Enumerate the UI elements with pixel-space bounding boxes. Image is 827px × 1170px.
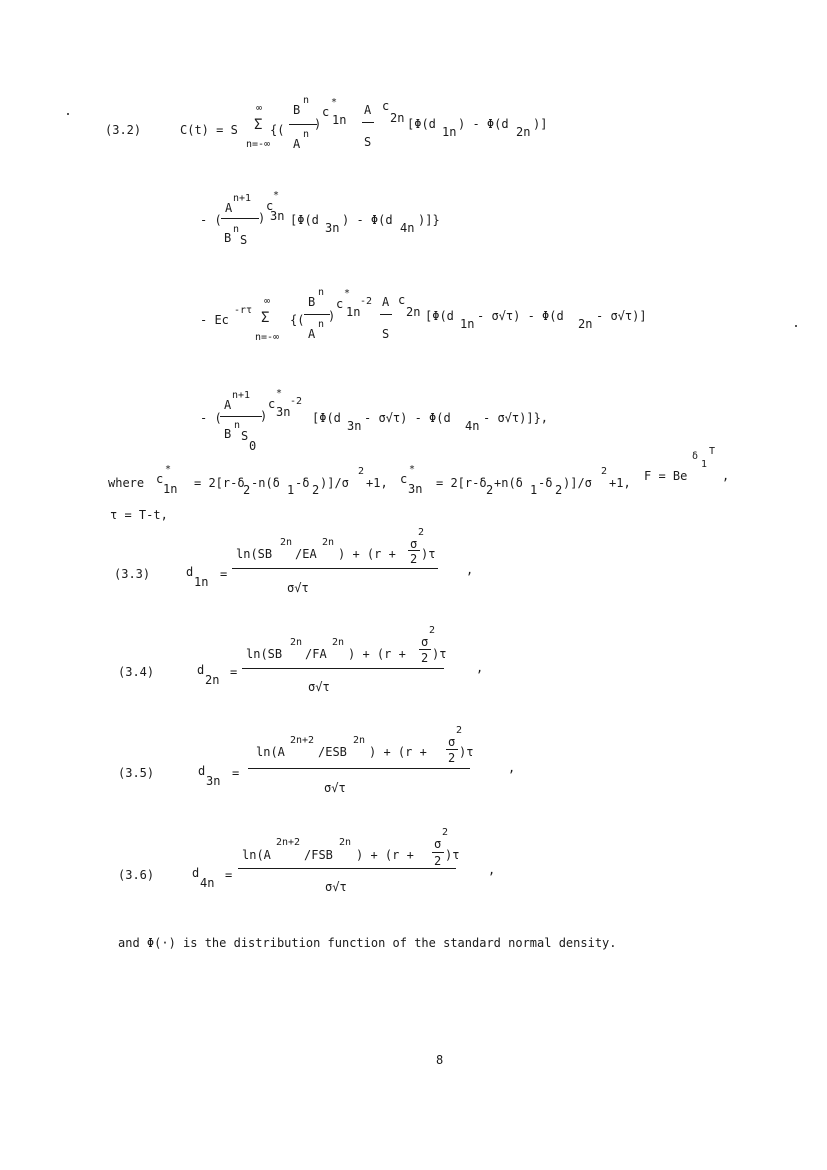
numerator-text: ) + (r + bbox=[348, 647, 406, 661]
superscript: n bbox=[234, 420, 241, 431]
superscript: * bbox=[276, 388, 283, 399]
fraction-bar bbox=[220, 416, 262, 417]
math-text: )]/σ bbox=[563, 476, 592, 490]
numerator-text: )τ bbox=[421, 547, 436, 561]
superscript: * bbox=[409, 464, 416, 475]
scan-speck bbox=[795, 325, 797, 327]
numerator-text: ln(A bbox=[242, 848, 271, 862]
scan-speck bbox=[67, 113, 69, 115]
subscript: 1n bbox=[346, 305, 361, 319]
superscript: n bbox=[233, 224, 240, 235]
superscript: -2 bbox=[360, 296, 373, 307]
math-text: , bbox=[466, 563, 474, 577]
numerator-text: /ESB bbox=[318, 745, 347, 759]
fraction-bar bbox=[221, 218, 259, 219]
numerator-text: /FA bbox=[305, 647, 327, 661]
math-text: [Φ(d bbox=[425, 309, 454, 323]
fraction-numerator: A bbox=[364, 103, 372, 117]
math-text: )] bbox=[533, 117, 548, 131]
fraction-bar bbox=[380, 314, 392, 315]
superscript: 2n+2 bbox=[290, 735, 315, 746]
math-text: F = Be bbox=[644, 469, 688, 483]
fraction-bar bbox=[232, 568, 438, 569]
math-text: +1, bbox=[609, 476, 631, 490]
math-text: [Φ(d bbox=[407, 117, 436, 131]
superscript: 2 bbox=[429, 625, 436, 636]
subscript: 3n bbox=[206, 774, 221, 788]
math-text: - σ√τ)]}, bbox=[483, 411, 549, 425]
subscript: 2n bbox=[205, 673, 220, 687]
math-text: ) bbox=[260, 409, 268, 423]
superscript: δ bbox=[692, 451, 699, 462]
math-text: C(t) = S bbox=[180, 123, 238, 137]
math-text: , bbox=[476, 661, 484, 675]
math-text: - Ec bbox=[200, 313, 229, 327]
math-text: = bbox=[230, 665, 238, 679]
math-text: +n(δ bbox=[494, 476, 523, 490]
math-text: = 2[r-δ bbox=[194, 476, 245, 490]
fraction-numerator: B bbox=[293, 103, 301, 117]
equation-label: (3.3) bbox=[114, 567, 151, 581]
math-text: ) bbox=[328, 309, 336, 323]
math-text: )]/σ bbox=[320, 476, 349, 490]
math-text: = 2[r-δ bbox=[436, 476, 487, 490]
numerator-text: ln(A bbox=[256, 745, 285, 759]
fraction-numerator: B bbox=[308, 295, 316, 309]
superscript: -2 bbox=[290, 396, 303, 407]
fraction-numerator: σ bbox=[410, 537, 418, 551]
subscript: 0 bbox=[249, 439, 257, 453]
math-text: , bbox=[722, 469, 730, 483]
math-text: - σ√τ) - Φ(d bbox=[364, 411, 451, 425]
superscript: 2n bbox=[353, 735, 366, 746]
math-text: = bbox=[225, 868, 233, 882]
fraction-numerator: σ bbox=[434, 837, 442, 851]
fraction-denominator: 2 bbox=[448, 751, 456, 765]
superscript: n bbox=[318, 287, 325, 298]
superscript: 2 bbox=[358, 466, 365, 477]
math-text: [Φ(d bbox=[312, 411, 341, 425]
subscript: 3n bbox=[325, 221, 340, 235]
fraction-denominator: B bbox=[224, 427, 232, 441]
math-text: [Φ(d bbox=[290, 213, 319, 227]
math-text: τ = T-t, bbox=[110, 508, 168, 522]
math-text: {( bbox=[290, 313, 305, 327]
superscript: n+1 bbox=[233, 193, 252, 204]
math-text: c bbox=[336, 297, 344, 311]
numerator-text: ) + (r + bbox=[338, 547, 396, 561]
math-text: c bbox=[266, 199, 274, 213]
sum-lower-limit: n=-∞ bbox=[246, 139, 271, 150]
math-text: {( bbox=[270, 123, 285, 137]
subscript: 1n bbox=[442, 125, 457, 139]
superscript: 2n bbox=[332, 637, 345, 648]
fraction-bar bbox=[248, 768, 470, 769]
equation-label: (3.4) bbox=[118, 665, 155, 679]
subscript: 3n bbox=[408, 482, 423, 496]
superscript: * bbox=[273, 190, 280, 201]
math-text: c bbox=[156, 472, 164, 486]
denominator-text: σ√τ bbox=[308, 680, 330, 694]
superscript: 2n bbox=[280, 537, 293, 548]
superscript: 2 bbox=[456, 725, 463, 736]
subscript: 2n bbox=[390, 111, 405, 125]
math-text: = bbox=[232, 766, 240, 780]
math-text: -δ bbox=[538, 476, 553, 490]
superscript: n+1 bbox=[232, 390, 251, 401]
superscript: 2n bbox=[290, 637, 303, 648]
math-text: - σ√τ)] bbox=[596, 309, 647, 323]
superscript: -rτ bbox=[234, 305, 253, 316]
sum-sign: Σ bbox=[254, 117, 263, 133]
closing-sentence: and Φ(·) is the distribution function of the standard normal density. bbox=[118, 936, 617, 950]
subscript: 2 bbox=[486, 483, 494, 497]
math-text: c bbox=[400, 472, 408, 486]
math-text: d bbox=[198, 764, 206, 778]
equation-label: (3.6) bbox=[118, 868, 155, 882]
superscript: n bbox=[303, 95, 310, 106]
fraction-denominator: A bbox=[308, 327, 316, 341]
fraction-bar bbox=[242, 668, 444, 669]
fraction-bar bbox=[289, 124, 317, 125]
superscript: 2n bbox=[322, 537, 335, 548]
fraction-denominator: 2 bbox=[434, 854, 442, 868]
superscript: 2 bbox=[442, 827, 449, 838]
math-text: , bbox=[508, 761, 516, 775]
math-text: = bbox=[220, 567, 228, 581]
fraction-bar bbox=[408, 550, 420, 551]
math-text: - ( bbox=[200, 213, 222, 227]
superscript: * bbox=[165, 464, 172, 475]
fraction-denominator: S bbox=[364, 135, 372, 149]
subscript: 3n bbox=[347, 419, 362, 433]
math-text: ) bbox=[314, 117, 322, 131]
sum-sign: Σ bbox=[261, 310, 270, 326]
subscript: 1 bbox=[701, 459, 708, 470]
fraction-denominator: S bbox=[240, 233, 248, 247]
sum-upper-limit: ∞ bbox=[256, 103, 263, 114]
math-text: -δ bbox=[295, 476, 310, 490]
fraction-bar bbox=[446, 749, 458, 750]
numerator-text: ) + (r + bbox=[369, 745, 427, 759]
fraction-bar bbox=[362, 122, 374, 123]
subscript: 2n bbox=[406, 305, 421, 319]
superscript: 2 bbox=[418, 527, 425, 538]
subscript: 2 bbox=[555, 483, 563, 497]
math-text: ) - Φ(d bbox=[342, 213, 393, 227]
subscript: 3n bbox=[276, 405, 291, 419]
math-text: c bbox=[398, 293, 406, 307]
math-text: d bbox=[186, 565, 194, 579]
superscript: 2 bbox=[601, 466, 608, 477]
equation-label: (3.2) bbox=[105, 123, 142, 137]
sum-upper-limit: ∞ bbox=[264, 296, 271, 307]
subscript: 1n bbox=[332, 113, 347, 127]
numerator-text: )τ bbox=[459, 745, 474, 759]
fraction-bar bbox=[432, 852, 444, 853]
math-text: c bbox=[322, 105, 330, 119]
subscript: 2 bbox=[243, 483, 251, 497]
denominator-text: σ√τ bbox=[325, 880, 347, 894]
subscript: 2 bbox=[312, 483, 320, 497]
math-text: -n(δ bbox=[251, 476, 280, 490]
math-text: +1, bbox=[366, 476, 388, 490]
fraction-bar bbox=[238, 868, 456, 869]
superscript: * bbox=[344, 288, 351, 299]
numerator-text: /FSB bbox=[304, 848, 333, 862]
superscript: n bbox=[303, 129, 310, 140]
page-number: 8 bbox=[436, 1053, 444, 1067]
numerator-text: )τ bbox=[432, 647, 447, 661]
fraction-numerator: σ bbox=[421, 635, 429, 649]
math-text: c bbox=[268, 397, 276, 411]
subscript: 1 bbox=[287, 483, 295, 497]
subscript: 1n bbox=[460, 317, 475, 331]
subscript: 4n bbox=[400, 221, 415, 235]
word-where: where bbox=[108, 476, 145, 490]
denominator-text: σ√τ bbox=[287, 581, 309, 595]
denominator-text: σ√τ bbox=[324, 781, 346, 795]
subscript: 4n bbox=[200, 876, 215, 890]
numerator-text: ) + (r + bbox=[356, 848, 414, 862]
fraction-denominator: B bbox=[224, 231, 232, 245]
math-text: ) bbox=[258, 211, 266, 225]
superscript: 2n bbox=[339, 837, 352, 848]
fraction-denominator: 2 bbox=[421, 651, 429, 665]
math-text: - σ√τ) - Φ(d bbox=[477, 309, 564, 323]
subscript: 2n bbox=[516, 125, 531, 139]
subscript: 1n bbox=[163, 482, 178, 496]
fraction-numerator: A bbox=[382, 295, 390, 309]
numerator-text: ln(SB bbox=[236, 547, 273, 561]
math-text: c bbox=[382, 99, 390, 113]
superscript: * bbox=[331, 97, 338, 108]
numerator-text: ln(SB bbox=[246, 647, 283, 661]
math-text: - ( bbox=[200, 411, 222, 425]
math-text: )]} bbox=[418, 213, 440, 227]
fraction-numerator: A bbox=[224, 398, 232, 412]
fraction-denominator: S bbox=[241, 429, 249, 443]
fraction-numerator: σ bbox=[448, 735, 456, 749]
fraction-bar bbox=[304, 314, 330, 315]
sum-lower-limit: n=-∞ bbox=[255, 332, 280, 343]
fraction-denominator: A bbox=[293, 137, 301, 151]
equation-label: (3.5) bbox=[118, 766, 155, 780]
math-text: d bbox=[192, 866, 200, 880]
superscript: T bbox=[709, 446, 716, 457]
superscript: 2n+2 bbox=[276, 837, 301, 848]
fraction-numerator: A bbox=[225, 201, 233, 215]
subscript: 1 bbox=[530, 483, 538, 497]
math-text: ) - Φ(d bbox=[458, 117, 509, 131]
fraction-bar bbox=[419, 649, 431, 650]
fraction-denominator: S bbox=[382, 327, 390, 341]
subscript: 1n bbox=[194, 575, 209, 589]
numerator-text: /EA bbox=[295, 547, 317, 561]
fraction-denominator: 2 bbox=[410, 552, 418, 566]
superscript: n bbox=[318, 319, 325, 330]
numerator-text: )τ bbox=[445, 848, 460, 862]
math-text: , bbox=[488, 863, 496, 877]
subscript: 3n bbox=[270, 209, 285, 223]
subscript: 2n bbox=[578, 317, 593, 331]
math-text: d bbox=[197, 663, 205, 677]
subscript: 4n bbox=[465, 419, 480, 433]
